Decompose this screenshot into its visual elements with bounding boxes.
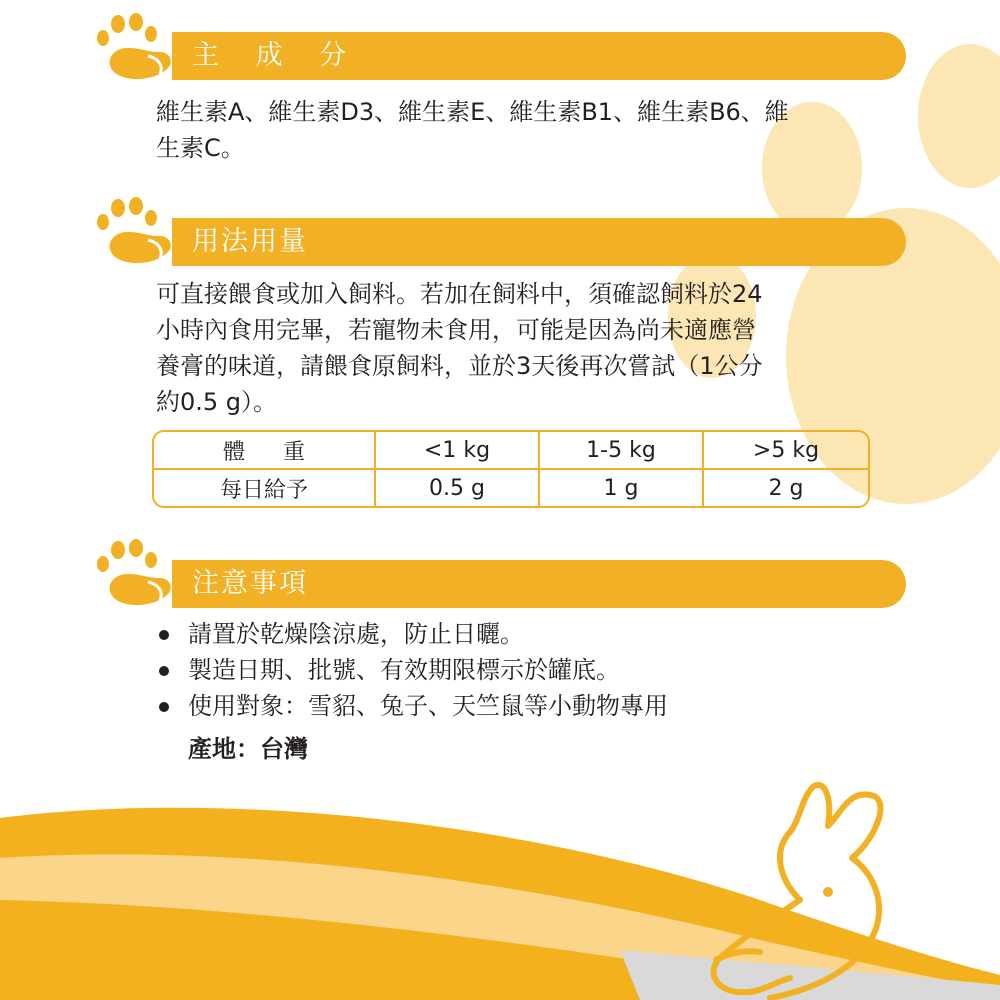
ingredients-line: 生素C。 <box>156 134 245 162</box>
wave-decoration <box>0 808 1000 1000</box>
usage-header-bar <box>172 218 906 266</box>
origin-text: 產地：台灣 <box>188 735 308 763</box>
table-row <box>154 432 868 470</box>
list-item: 製造日期、批號、有效期限標示於罐底。 <box>156 652 668 688</box>
table-cell: 2 g <box>768 475 804 501</box>
notes-list <box>156 616 668 724</box>
table-cell: >5 kg <box>704 432 868 470</box>
notes-header-bar <box>172 560 906 608</box>
usage-text <box>156 276 886 420</box>
list-item: 請置於乾燥陰涼處，防止日曬。 <box>156 616 668 652</box>
paw-print-icon <box>94 196 176 268</box>
table-cell: 每日給予 <box>154 470 376 506</box>
ingredients-header-bar <box>172 32 906 80</box>
ingredients-line: 維生素A、維生素D3、維生素E、維生素B1、維生素B6、維 <box>156 98 789 126</box>
usage-line: 約0.5 g）。 <box>156 388 278 416</box>
table-cell: <1 kg <box>376 432 540 470</box>
usage-line: 小時內食用完畢，若寵物未食用，可能是因為尚未適應營 <box>156 316 756 344</box>
ingredients-text <box>156 94 886 166</box>
table-cell: 1 g <box>540 470 704 506</box>
usage-title: 用法用量 <box>192 226 308 257</box>
usage-line: 可直接餵食或加入飼料。若加在飼料中，須確認飼料於24 <box>156 280 763 308</box>
paw-print-icon <box>94 12 176 84</box>
paw-print-icon <box>94 538 176 610</box>
notes-title: 注意事項 <box>192 568 308 599</box>
table-cell: 0.5 g <box>376 470 540 506</box>
usage-line: 養膏的味道，請餵食原飼料，並於3天後再次嘗試（1公分 <box>156 352 763 380</box>
table-row <box>154 470 868 506</box>
table-cell: 體重 <box>154 432 376 470</box>
ingredients-title: 主 成 分 <box>192 40 361 71</box>
dosage-table <box>152 430 870 508</box>
list-item: 使用對象：雪貂、兔子、天竺鼠等小動物專用 <box>156 688 668 724</box>
table-cell: 1-5 kg <box>540 432 704 470</box>
